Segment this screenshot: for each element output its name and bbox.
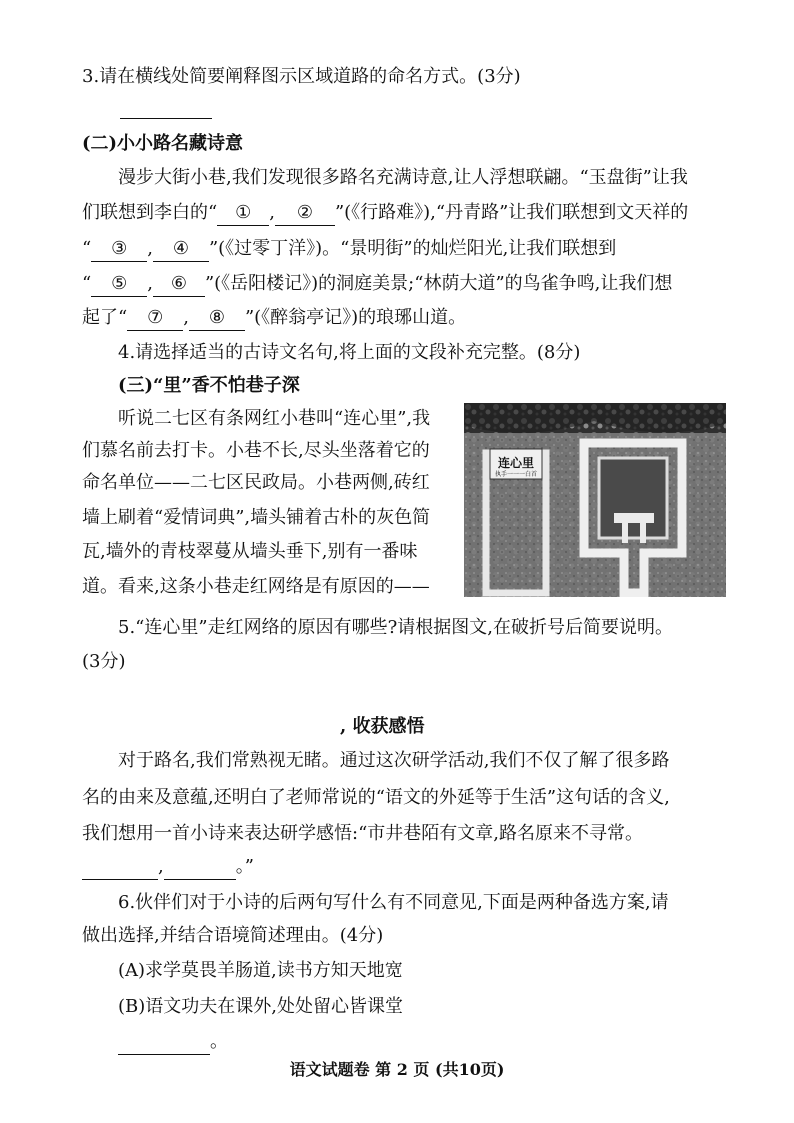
- question-6-line-2: 做出选择,并结合语境简述理由。(4分): [82, 925, 384, 946]
- comma: ,: [269, 202, 275, 223]
- photo-sign-text: 连心里: [497, 456, 535, 470]
- section-3-line-3: 命名单位——二七区民政局。小巷两侧,砖红: [82, 472, 430, 493]
- blank-6[interactable]: ⑥: [153, 272, 205, 297]
- open-quote: “: [82, 273, 92, 294]
- option-b[interactable]: (B)语文功夫在课外,处处留心皆课堂: [118, 996, 403, 1017]
- alley-photo: [464, 403, 726, 597]
- blank-3[interactable]: ③: [91, 237, 147, 262]
- blank-7[interactable]: ⑦: [127, 306, 183, 331]
- section-4-title: 收获感悟: [352, 716, 425, 737]
- answer-line-q6-row: [118, 1030, 758, 1055]
- comma: ,: [183, 307, 189, 328]
- text-segment: 起了“: [82, 307, 128, 328]
- alley-photo-illustration: [464, 403, 726, 597]
- text-segment: ”(《醉翁亭记》)的琅琊山道。: [244, 307, 467, 328]
- poem-end: 。”: [235, 856, 254, 877]
- text-segment: ”(《行路难》),“丹青路”让我们联想到文天祥的: [334, 202, 689, 223]
- section-4-line-2: 名的由来及意蕴,还明白了老师常说的“语文的外延等于生活”这句话的含义,: [82, 787, 670, 808]
- section-4-line-3: 我们想用一首小诗来表达研学感悟:“市井巷陌有文章,路名原来不寻常。: [82, 823, 643, 844]
- answer-line-q3[interactable]: [120, 118, 212, 119]
- comma: ,: [147, 238, 153, 259]
- section-2-para-line-2: [82, 201, 722, 226]
- section-2-para-line-4: [82, 272, 722, 297]
- section-3-line-5: 瓦,墙外的青枝翠蔓从墙头垂下,别有一番味: [82, 541, 418, 562]
- question-5-line-2: (3分): [82, 651, 126, 672]
- blank-5[interactable]: ⑤: [91, 272, 147, 297]
- comma: ,: [147, 273, 153, 294]
- blank-1[interactable]: ①: [217, 201, 269, 226]
- section-3-heading: (三)“里”香不怕巷子深: [118, 375, 300, 396]
- photo-sign-subtext: 执手一一一白首: [494, 471, 538, 478]
- text-segment: ”(《过零丁洋》)。“景明街”的灿烂阳光,让我们联想到: [208, 238, 617, 259]
- section-2-para-line-5: [82, 306, 722, 331]
- poem-sep: ,: [158, 856, 164, 877]
- section-3-line-6: 道。看来,这条小巷走红网络是有原因的——: [82, 576, 430, 597]
- section-2-para-line-3: [82, 237, 722, 262]
- answer-end: 。: [210, 1031, 228, 1052]
- section-2-para-line-1: 漫步大街小巷,我们发现很多路名充满诗意,让人浮想联翩。“玉盘街”让我: [118, 167, 688, 188]
- section-4-line-1: 对于路名,我们常熟视无睹。通过这次研学活动,我们不仅了解了很多路: [118, 750, 670, 771]
- heading-mark: ,: [340, 716, 347, 737]
- section-2-heading: (二)小小路名藏诗意: [82, 133, 244, 154]
- question-4: 4.请选择适当的古诗文名句,将上面的文段补充完整。(8分): [118, 342, 581, 363]
- question-3: 3.请在横线处简要阐释图示区域道路的命名方式。(3分): [82, 66, 521, 87]
- blank-2[interactable]: ②: [275, 201, 335, 226]
- answer-line-q6[interactable]: [118, 1030, 210, 1055]
- text-segment: 们联想到李白的“: [82, 202, 218, 223]
- question-5-line-1: 5.“连心里”走红网络的原因有哪些?请根据图文,在破折号后简要说明。: [118, 617, 673, 638]
- page-footer: 语文试题卷 第 2 页 (共10页): [289, 1060, 505, 1079]
- poem-blank-1[interactable]: [82, 855, 158, 880]
- section-4-heading: [340, 715, 540, 739]
- question-6-line-1: 6.伙伴们对于小诗的后两句写什么有不同意见,下面是两种备选方案,请: [118, 892, 669, 913]
- poem-blank-2[interactable]: [164, 855, 236, 880]
- section-3-line-4: 墙上刷着“爱情词典”,墙头铺着古朴的灰色简: [82, 507, 431, 528]
- section-3-line-1: 听说二七区有条网红小巷叫“连心里”,我: [118, 408, 431, 429]
- open-quote: “: [82, 238, 92, 259]
- blank-4[interactable]: ④: [153, 237, 209, 262]
- option-a[interactable]: (A)求学莫畏羊肠道,读书方知天地宽: [118, 960, 403, 981]
- blank-8[interactable]: ⑧: [189, 306, 245, 331]
- section-3-line-2: 们慕名前去打卡。小巷不长,尽头坐落着它的: [82, 440, 430, 461]
- poem-blank-line: [82, 855, 722, 880]
- text-segment: ”(《岳阳楼记》)的洞庭美景;“林荫大道”的鸟雀争鸣,让我们想: [204, 273, 673, 294]
